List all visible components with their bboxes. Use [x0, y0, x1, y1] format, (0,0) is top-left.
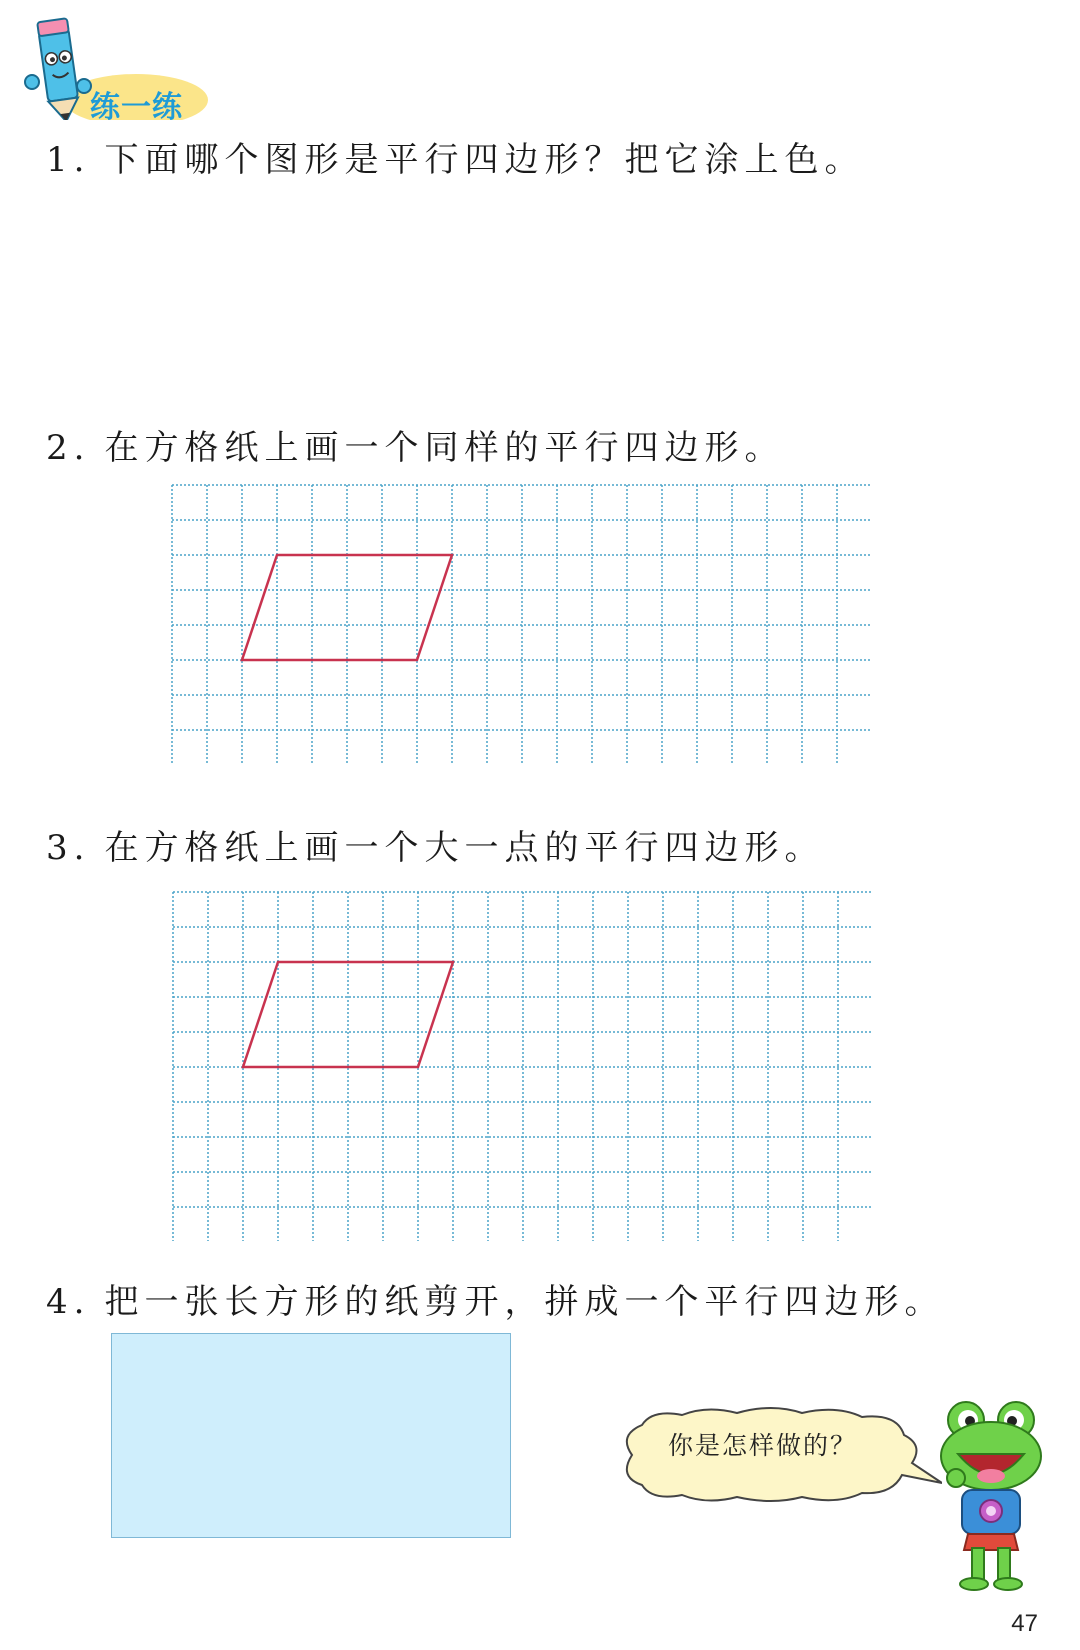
speech-bubble-text: 你是怎样做的？ — [668, 1431, 858, 1460]
question-number: 4. — [46, 1282, 91, 1322]
question-text: 在方格纸上画一个大一点的平行四边形。 — [104, 828, 825, 868]
practice-badge-label: 练一练 — [90, 90, 183, 125]
grid-paper-1[interactable] — [171, 484, 871, 764]
question-1 — [46, 132, 864, 181]
question-3 — [46, 820, 824, 869]
rectangle-paper — [111, 1333, 511, 1538]
practice-badge — [18, 10, 208, 125]
question-number: 2. — [46, 428, 91, 468]
question-text: 在方格纸上画一个同样的平行四边形。 — [104, 428, 785, 468]
question-number: 1. — [46, 140, 91, 180]
frog-mascot-icon — [932, 1398, 1050, 1598]
question-text: 把一张长方形的纸剪开，拼成一个平行四边形。 — [104, 1282, 945, 1322]
question-text: 下面哪个图形是平行四边形？把它涂上色。 — [104, 140, 865, 180]
question-2 — [46, 420, 784, 469]
grid-paper-2[interactable] — [172, 891, 872, 1241]
page-number: 47 — [1011, 1610, 1038, 1637]
question-4 — [46, 1274, 944, 1323]
question-number: 3. — [46, 828, 91, 868]
